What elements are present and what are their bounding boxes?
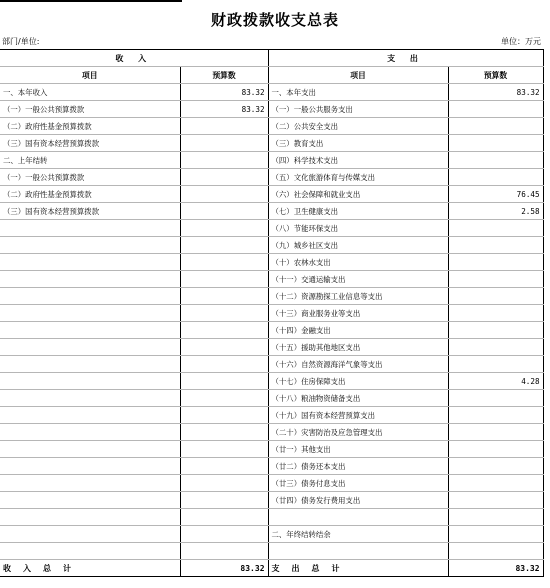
income-item-cell: [0, 441, 180, 458]
income-value-cell: [180, 220, 268, 237]
table-row: [0, 152, 543, 169]
income-value-cell: [180, 288, 268, 305]
income-item-cell: [0, 373, 180, 390]
table-row: [0, 424, 543, 441]
expense-item-cell: （十一）交通运输支出: [268, 271, 448, 288]
expense-total-value: 83.32: [448, 560, 543, 577]
expense-value-cell: [448, 237, 543, 254]
expense-item-cell: （廿三）债务付息支出: [268, 475, 448, 492]
expense-item-cell: （十八）粮油物资储备支出: [268, 390, 448, 407]
expense-value-cell: [448, 543, 543, 560]
expense-item-cell: （廿四）债务发行费用支出: [268, 492, 448, 509]
expense-item-cell: （廿一）其他支出: [268, 441, 448, 458]
income-value-cell: [180, 169, 268, 186]
expense-item-header: 项目: [268, 67, 448, 84]
income-value-cell: 83.32: [180, 101, 268, 118]
expense-value-cell: [448, 101, 543, 118]
expense-header: 支 出: [268, 50, 543, 67]
expense-value-cell: [448, 152, 543, 169]
income-item-cell: [0, 288, 180, 305]
income-item-cell: （二）政府性基金预算拨款: [0, 118, 180, 135]
expense-value-cell: [448, 441, 543, 458]
expense-item-cell: （四）科学技术支出: [268, 152, 448, 169]
table-row: [0, 271, 543, 288]
income-value-cell: [180, 526, 268, 543]
income-value-cell: [180, 509, 268, 526]
expense-value-cell: [448, 475, 543, 492]
income-item-cell: [0, 424, 180, 441]
income-value-cell: [180, 441, 268, 458]
income-total-label: 收入总计: [0, 560, 180, 577]
expense-item-cell: （五）文化旅游体育与传媒支出: [268, 169, 448, 186]
table-row: [0, 118, 543, 135]
expense-value-cell: [448, 492, 543, 509]
income-value-cell: [180, 305, 268, 322]
income-value-cell: [180, 203, 268, 220]
expense-item-cell: 一、本年支出: [268, 84, 448, 101]
income-value-cell: 83.32: [180, 84, 268, 101]
expense-item-cell: （三）教育支出: [268, 135, 448, 152]
expense-item-cell: [268, 543, 448, 560]
income-value-cell: [180, 543, 268, 560]
expense-value-cell: [448, 288, 543, 305]
expense-value-cell: 76.45: [448, 186, 543, 203]
income-value-cell: [180, 458, 268, 475]
income-item-header: 项目: [0, 67, 180, 84]
expense-value-cell: [448, 305, 543, 322]
income-item-cell: [0, 458, 180, 475]
budget-table: [0, 49, 544, 577]
table-row: [0, 135, 543, 152]
table-row: [0, 475, 543, 492]
table-row: [0, 101, 543, 118]
expense-item-cell: （十五）援助其他地区支出: [268, 339, 448, 356]
expense-item-cell: （一）一般公共服务支出: [268, 101, 448, 118]
table-row: [0, 441, 543, 458]
table-row: [0, 373, 543, 390]
table-row: [0, 203, 543, 220]
table-row: [0, 543, 543, 560]
income-item-cell: 二、上年结转: [0, 152, 180, 169]
income-value-cell: [180, 424, 268, 441]
table-row: [0, 322, 543, 339]
expense-item-cell: （廿二）债务还本支出: [268, 458, 448, 475]
income-item-cell: （三）国有资本经营预算拨款: [0, 203, 180, 220]
expense-item-cell: （九）城乡社区支出: [268, 237, 448, 254]
income-value-cell: [180, 356, 268, 373]
expense-value-cell: [448, 390, 543, 407]
expense-value-cell: [448, 339, 543, 356]
unit-label: 单位：万元: [501, 37, 541, 46]
expense-item-cell: （八）节能环保支出: [268, 220, 448, 237]
table-row: [0, 509, 543, 526]
income-value-cell: [180, 186, 268, 203]
expense-item-cell: （十）农林水支出: [268, 254, 448, 271]
expense-budget-header: 预算数: [448, 67, 543, 84]
income-item-cell: （一）一般公共预算拨款: [0, 101, 180, 118]
table-row: [0, 526, 543, 543]
expense-value-cell: [448, 220, 543, 237]
income-value-cell: [180, 271, 268, 288]
income-total-value: 83.32: [180, 560, 268, 577]
expense-value-cell: [448, 509, 543, 526]
income-value-cell: [180, 152, 268, 169]
income-value-cell: [180, 237, 268, 254]
income-item-cell: [0, 305, 180, 322]
table-row: [0, 254, 543, 271]
expense-item-cell: （十二）资源勘探工业信息等支出: [268, 288, 448, 305]
expense-item-cell: （十四）金融支出: [268, 322, 448, 339]
income-value-cell: [180, 407, 268, 424]
income-item-cell: [0, 220, 180, 237]
table-row: [0, 458, 543, 475]
top-rule: [0, 0, 182, 2]
total-row: [0, 560, 543, 577]
income-header: 收 入: [0, 50, 268, 67]
expense-item-cell: （十九）国有资本经营预算支出: [268, 407, 448, 424]
table-row: [0, 305, 543, 322]
expense-value-cell: [448, 169, 543, 186]
table-row: [0, 356, 543, 373]
expense-item-cell: [268, 509, 448, 526]
table-row: [0, 84, 543, 101]
expense-value-cell: [448, 424, 543, 441]
expense-value-cell: [448, 118, 543, 135]
expense-total-label: 支出总计: [268, 560, 448, 577]
expense-item-cell: 二、年终结转结余: [268, 526, 448, 543]
table-row: [0, 186, 543, 203]
income-item-cell: [0, 322, 180, 339]
income-value-cell: [180, 390, 268, 407]
expense-value-cell: [448, 356, 543, 373]
income-value-cell: [180, 339, 268, 356]
expense-item-cell: （十三）商业服务业等支出: [268, 305, 448, 322]
income-value-cell: [180, 373, 268, 390]
expense-value-cell: 4.28: [448, 373, 543, 390]
income-value-cell: [180, 254, 268, 271]
income-item-cell: [0, 390, 180, 407]
income-item-cell: [0, 543, 180, 560]
expense-item-cell: （二十）灾害防治及应急管理支出: [268, 424, 448, 441]
expense-value-cell: [448, 254, 543, 271]
expense-value-cell: [448, 407, 543, 424]
expense-item-cell: （六）社会保障和就业支出: [268, 186, 448, 203]
expense-value-cell: 2.58: [448, 203, 543, 220]
income-item-cell: [0, 407, 180, 424]
income-item-cell: （一）一般公共预算拨款: [0, 169, 180, 186]
income-item-cell: [0, 271, 180, 288]
income-item-cell: [0, 475, 180, 492]
expense-item-cell: （二）公共安全支出: [268, 118, 448, 135]
expense-value-cell: [448, 458, 543, 475]
expense-item-cell: （十七）住房保障支出: [268, 373, 448, 390]
page-title: 财政拨款收支总表: [210, 11, 339, 29]
table-row: [0, 169, 543, 186]
income-item-cell: （二）政府性基金预算拨款: [0, 186, 180, 203]
table-row: [0, 288, 543, 305]
expense-value-cell: [448, 526, 543, 543]
income-value-cell: [180, 118, 268, 135]
table-row: [0, 492, 543, 509]
expense-value-cell: [448, 322, 543, 339]
income-value-cell: [180, 322, 268, 339]
table-row: [0, 390, 543, 407]
expense-value-cell: [448, 271, 543, 288]
income-value-cell: [180, 492, 268, 509]
income-budget-header: 预算数: [180, 67, 268, 84]
section-header-row: [0, 50, 543, 67]
expense-value-cell: 83.32: [448, 84, 543, 101]
expense-item-cell: （七）卫生健康支出: [268, 203, 448, 220]
table-row: [0, 407, 543, 424]
income-item-cell: [0, 492, 180, 509]
expense-value-cell: [448, 135, 543, 152]
income-value-cell: [180, 135, 268, 152]
income-item-cell: [0, 356, 180, 373]
income-item-cell: [0, 254, 180, 271]
income-item-cell: [0, 237, 180, 254]
income-item-cell: 一、本年收入: [0, 84, 180, 101]
column-header-row: [0, 67, 543, 84]
income-item-cell: （三）国有资本经营预算拨款: [0, 135, 180, 152]
income-value-cell: [180, 475, 268, 492]
table-row: [0, 237, 543, 254]
income-item-cell: [0, 526, 180, 543]
dept-label: 部门/单位:: [2, 37, 40, 46]
table-row: [0, 339, 543, 356]
income-item-cell: [0, 509, 180, 526]
table-row: [0, 220, 543, 237]
expense-item-cell: （十六）自然资源海洋气象等支出: [268, 356, 448, 373]
income-item-cell: [0, 339, 180, 356]
